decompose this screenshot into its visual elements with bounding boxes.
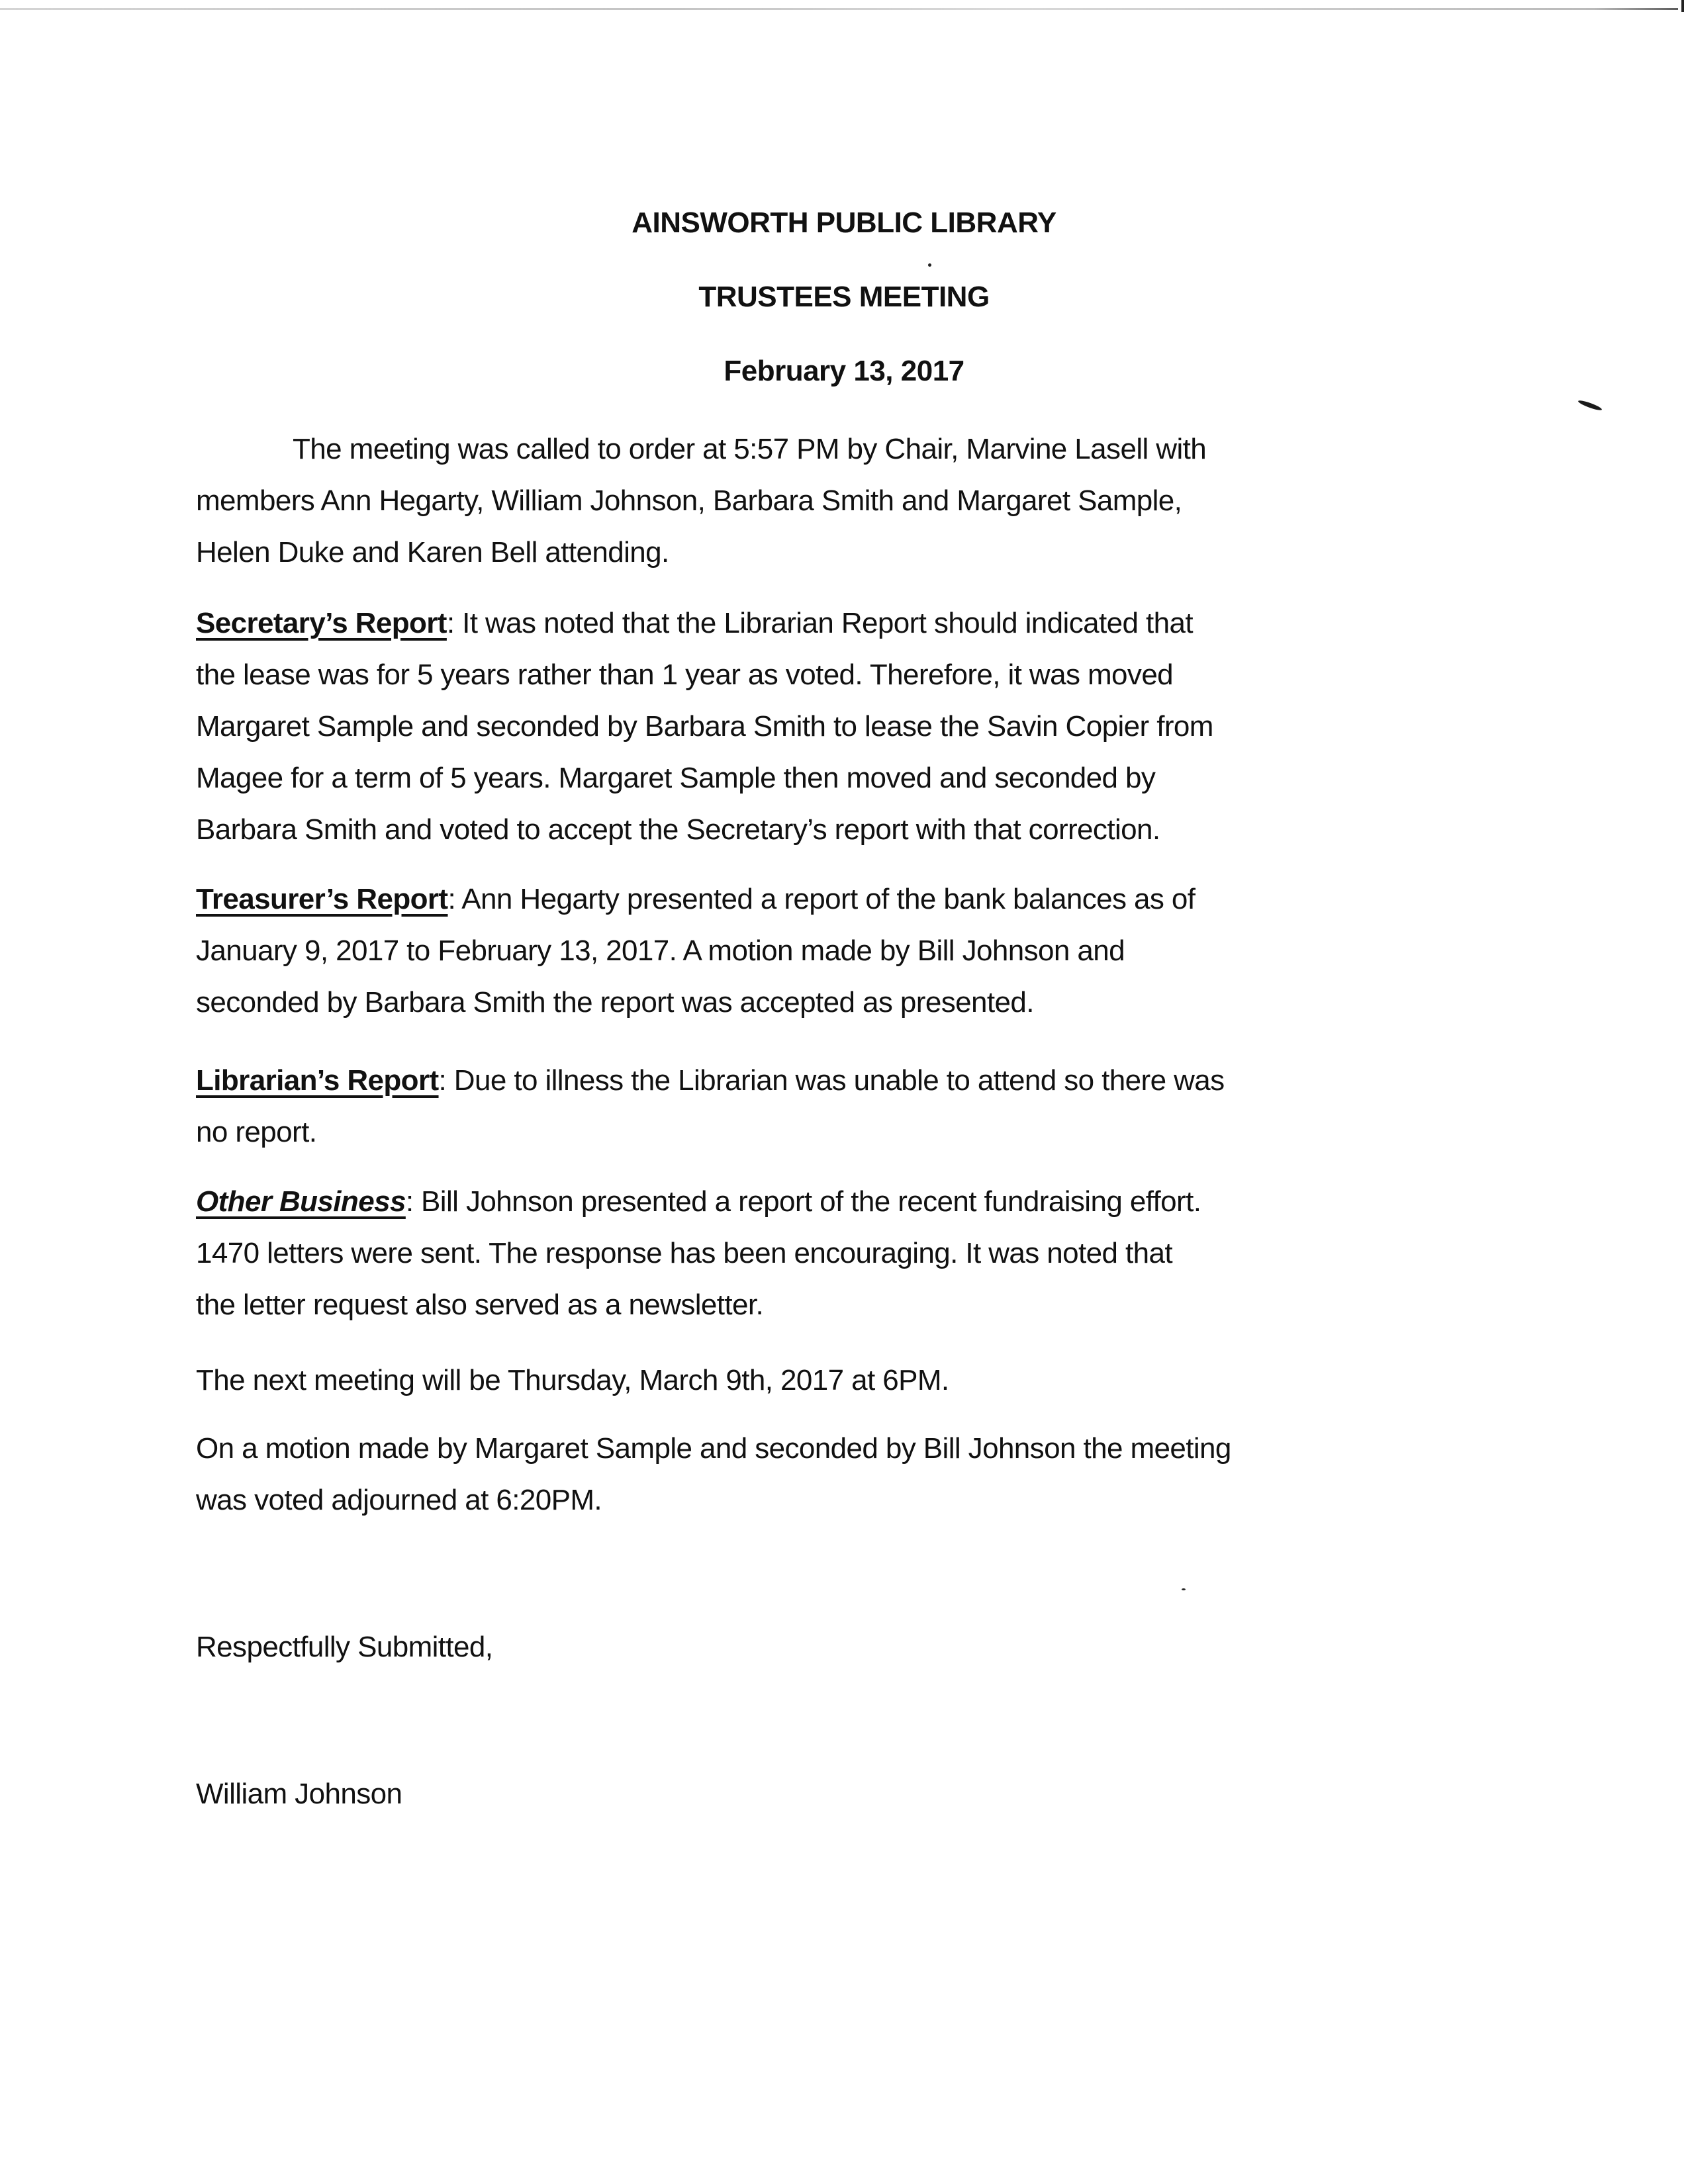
scan-edge-line: [0, 8, 1678, 10]
section-line: Barbara Smith and voted to accept the Secretary’s report with that correction.: [196, 813, 1160, 846]
section-text: : Ann Hegarty presented a report of the bank balances as of: [447, 883, 1196, 915]
section-line: the lease was for 5 years rather than 1 year as voted. Therefore, it was moved: [196, 659, 1174, 691]
secretary-report-section: [196, 598, 1520, 856]
adjournment-line: was voted adjourned at 6:20PM.: [196, 1484, 602, 1516]
section-line: the letter request also served as a newsletter.: [196, 1289, 764, 1321]
intro-line: The meeting was called to order at 5:57 PM by Chair, Marvine Lasell with: [293, 433, 1207, 465]
treasurer-report-section: [196, 874, 1520, 1028]
section-text: : Bill Johnson presented a report of the recent fundraising effort.: [405, 1185, 1201, 1218]
section-label-treasurer: Treasurer’s Report: [196, 883, 448, 915]
section-line: 1470 letters were sent. The response has been encouraging. It was noted that: [196, 1237, 1173, 1269]
adjournment-line: On a motion made by Margaret Sample and seconded by Bill Johnson the meeting: [196, 1432, 1231, 1465]
next-meeting-text: The next meeting will be Thursday, March 9th, 2017 at 6PM.: [196, 1364, 949, 1396]
section-label-librarian: Librarian’s Report: [196, 1064, 439, 1097]
adjournment-paragraph: [196, 1423, 1520, 1526]
next-meeting: [196, 1355, 1520, 1406]
scan-speck: [928, 263, 931, 267]
section-label-other-business: Other Business: [196, 1185, 406, 1218]
signature-block: [196, 1768, 1520, 1820]
section-line: seconded by Barbara Smith the report was accepted as presented.: [196, 986, 1034, 1019]
scan-speck: [1577, 399, 1603, 412]
closing-text: Respectfully Submitted,: [196, 1631, 493, 1663]
section-text: : It was noted that the Librarian Report should indicated that: [446, 607, 1193, 639]
intro-line: Helen Duke and Karen Bell attending.: [196, 536, 669, 569]
section-line: Margaret Sample and seconded by Barbara Smith to lease the Savin Copier from: [196, 710, 1213, 743]
signer-name: William Johnson: [196, 1778, 402, 1810]
meeting-title: TRUSTEES MEETING: [698, 281, 990, 313]
scan-corner-mark: [1681, 0, 1684, 12]
section-text: : Due to illness the Librarian was unable to attend so there was: [438, 1064, 1225, 1097]
closing: [196, 1621, 1520, 1673]
intro-paragraph: [196, 424, 1520, 578]
intro-line: members Ann Hegarty, William Johnson, Barbara Smith and Margaret Sample,: [196, 484, 1182, 517]
librarian-report-section: [196, 1055, 1520, 1158]
section-label-secretary: Secretary’s Report: [196, 607, 447, 639]
meeting-date: February 13, 2017: [724, 355, 964, 387]
other-business-section: [196, 1176, 1520, 1331]
section-line: Magee for a term of 5 years. Margaret Sample then moved and seconded by: [196, 762, 1156, 794]
org-title: AINSWORTH PUBLIC LIBRARY: [632, 206, 1056, 239]
section-line: no report.: [196, 1116, 317, 1148]
scan-speck: [1182, 1588, 1186, 1590]
section-line: January 9, 2017 to February 13, 2017. A motion made by Bill Johnson and: [196, 934, 1125, 967]
